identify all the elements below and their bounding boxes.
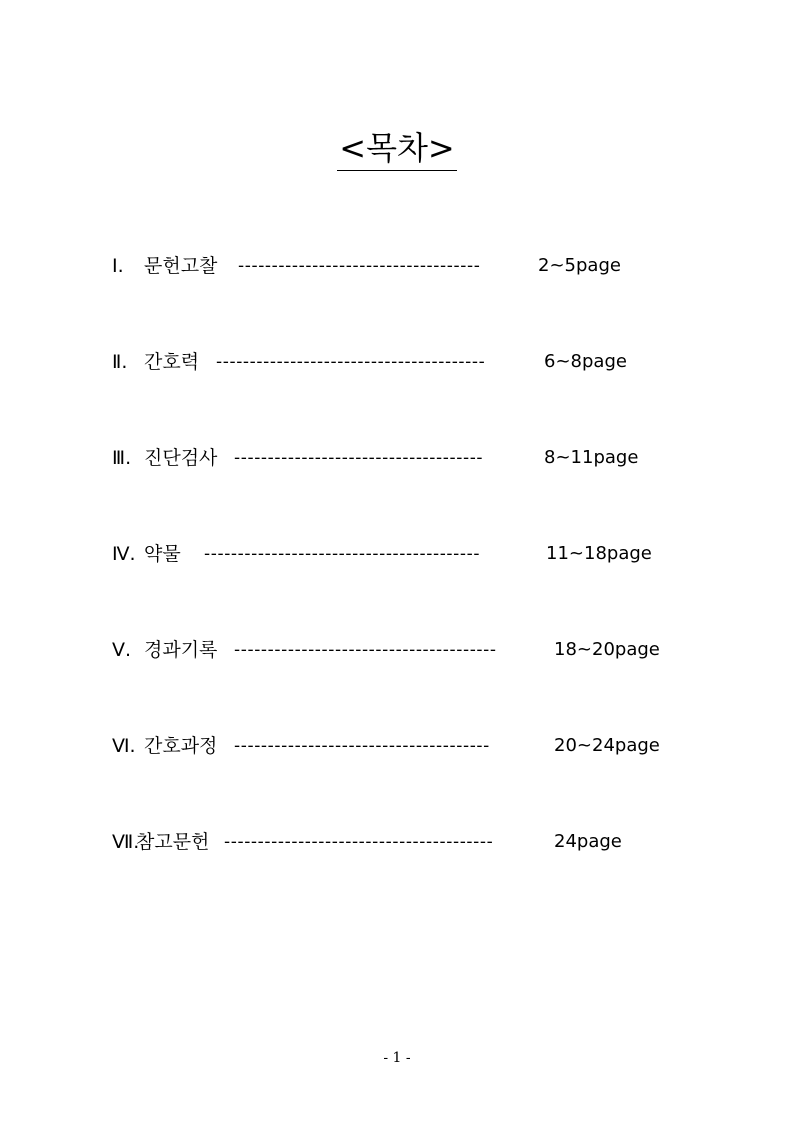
toc-item-leader: ---------------------------------------- [224, 831, 494, 852]
toc-item-number: Ⅲ. [112, 446, 132, 469]
toc-item-label: 간호력 [144, 350, 200, 373]
toc-item [112, 730, 660, 760]
toc-item-number: Ⅵ. [112, 734, 136, 757]
toc-item [112, 250, 621, 280]
toc-item [112, 442, 638, 472]
toc-item [112, 538, 652, 568]
toc-item-leader: --------------------------------------- [234, 639, 497, 660]
page-title [0, 128, 794, 171]
toc-item-label: 문헌고찰 [144, 254, 218, 277]
toc-item [112, 634, 660, 664]
page-number: - 1 - [383, 1050, 411, 1066]
toc-item-leader: ---------------------------------------- [216, 351, 486, 372]
toc-item-leader: -------------------------------------- [234, 735, 490, 756]
toc-item-leader: ------------------------------------ [238, 255, 481, 276]
toc-item-pages: 24page [554, 830, 622, 852]
toc-item-leader: ------------------------------------- [234, 447, 484, 468]
toc-item-pages: 6~8page [544, 350, 627, 372]
toc-item-pages: 18~20page [554, 638, 660, 660]
toc-item-number: Ⅶ. [112, 830, 140, 853]
toc-item [112, 826, 622, 856]
page-title-text: <목차> [337, 128, 456, 171]
toc-item-label: 진단검사 [144, 446, 218, 469]
toc-item-pages: 8~11page [544, 446, 639, 468]
toc-item-number: Ⅱ. [112, 350, 128, 373]
toc-item-number: Ⅴ. [112, 638, 132, 661]
toc-item-pages: 2~5page [538, 254, 621, 276]
toc-item [112, 346, 627, 376]
toc-item-leader: ----------------------------------------- [204, 543, 481, 564]
toc-item-number: Ⅳ. [112, 542, 136, 565]
toc-item-label: 참고문헌 [136, 830, 210, 853]
toc-item-pages: 11~18page [546, 542, 652, 564]
toc-item-label: 약물 [144, 542, 181, 565]
toc-item-label: 경과기록 [144, 638, 218, 661]
toc-item-number: Ⅰ. [112, 254, 124, 277]
toc-item-label: 간호과정 [144, 734, 218, 757]
toc-item-pages: 20~24page [554, 734, 660, 756]
